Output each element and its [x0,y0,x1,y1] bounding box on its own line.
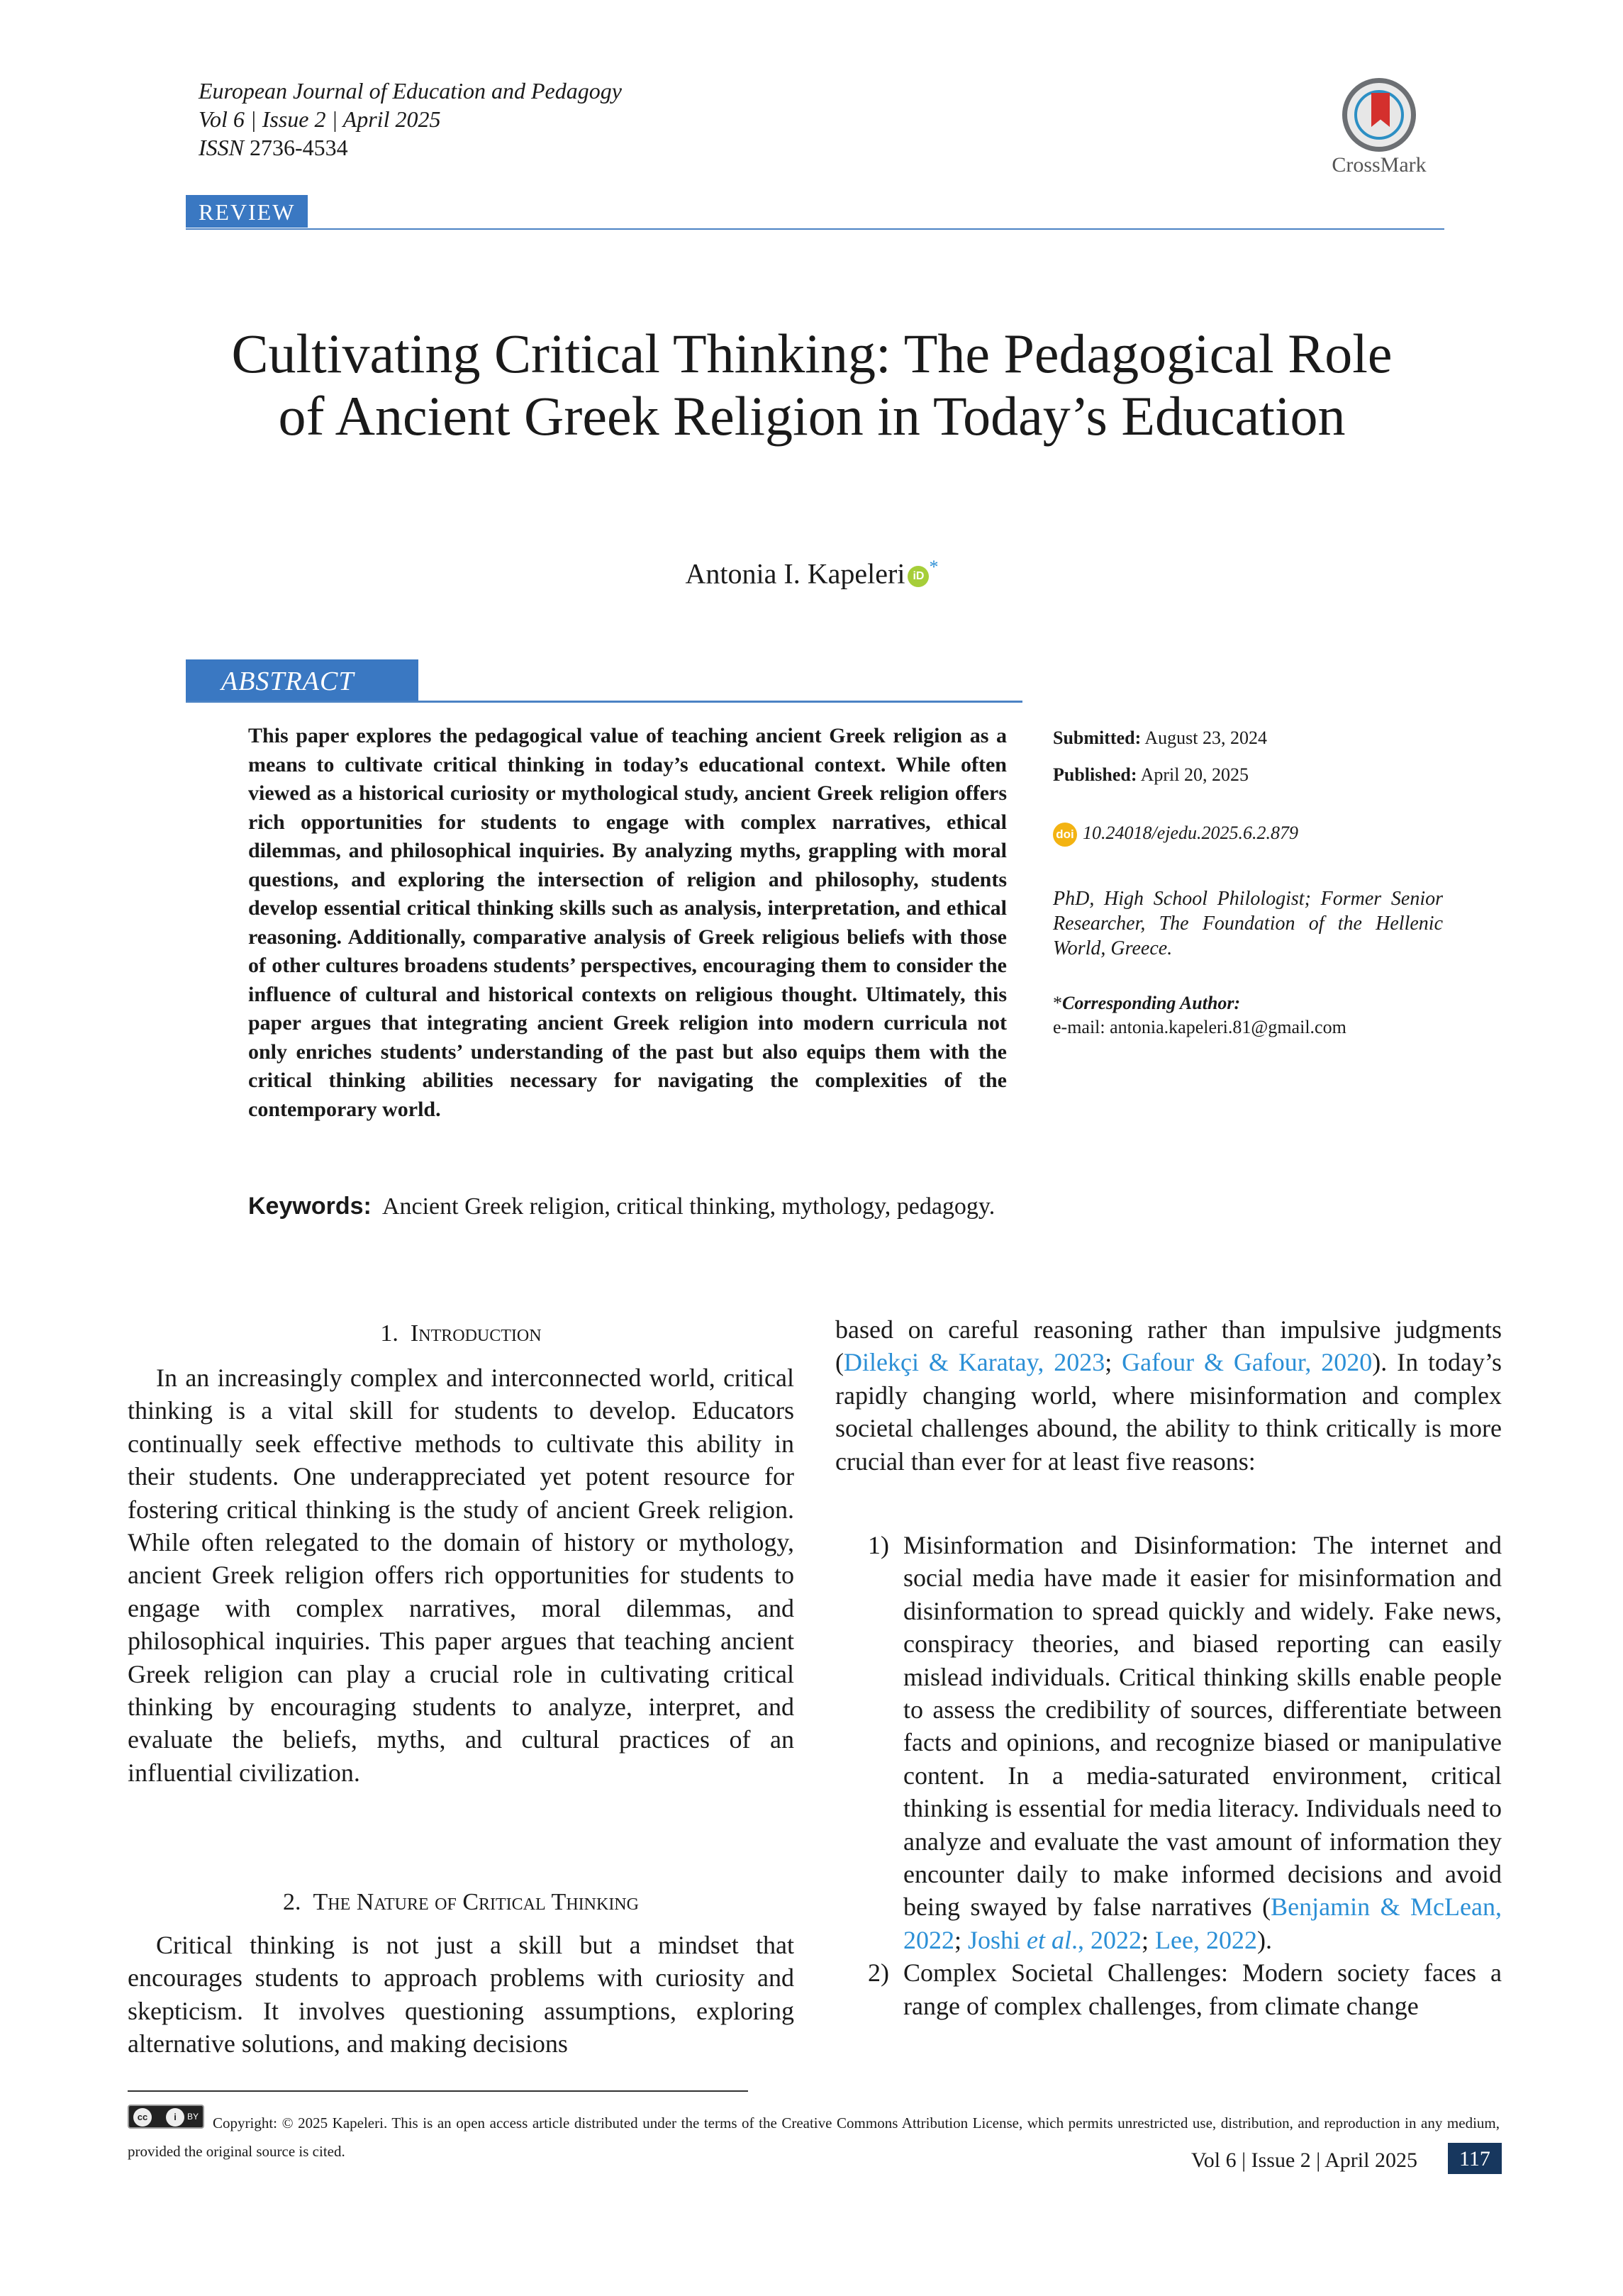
citation-separator: ; [1142,1925,1156,1954]
by-label: BY [187,2112,199,2122]
reasons-list [835,1529,1502,2022]
list-item-number: 2) [868,1958,889,1988]
orcid-icon[interactable]: iD [908,566,929,587]
submitted-label: Submitted: [1053,728,1142,748]
abstract-label: ABSTRACT [186,659,418,702]
issn-label: ISSN [199,135,244,160]
corresponding-marker: * [1053,993,1062,1013]
citation-link[interactable]: Lee, 2022 [1155,1925,1257,1954]
doi-line [1053,821,1443,847]
doi-icon: doi [1053,823,1077,847]
citation-separator: ; [1105,1348,1122,1377]
cc-icon: cc [133,2108,152,2127]
section-number: 1. [380,1320,398,1347]
section-title: Introduction [410,1320,542,1347]
author-marker: * [929,557,939,577]
citation-separator: ; [954,1925,969,1954]
list-item-number: 1) [868,1531,889,1559]
crossmark-icon [1342,78,1416,152]
journal-name: European Journal of Education and Pedagogy [199,78,622,104]
footnote-divider [128,2090,748,2092]
list-item-text: Misinformation and Disinformation: The internet and social media have made it easier for misinformation and disinformation to spread quickly and widely. Fake news, conspiracy theories, and biased reporting can easily mislead individuals. Critical thinking skills enable people to assess the credibility of sources, differentiate between facts and opinions, and recognize biased or manipulative content. In a media-saturated environment, critical thinking is essential for media literacy. Individuals need to analyze and evaluate the vast amount of information they encounter daily to make informed decisions and avoid being swayed by false narratives ( [903,1531,1502,1922]
journal-issn [199,133,622,162]
corresponding-author [1053,991,1443,1040]
keywords-text: Ancient Greek religion, critical thinking, mythology, pedagogy. [381,1193,995,1220]
section-number: 2. [283,1889,301,1915]
citation-part: et al [1027,1925,1072,1954]
author-line [213,557,1411,590]
list-item-text: Complex Societal Challenges: Modern society faces a range of complex challenges, from climate change [903,1958,1502,2020]
section-title: The Nature of Critical Thinking [313,1889,639,1915]
section-heading-introduction [128,1317,794,1350]
doi-link[interactable]: 10.24018/ejedu.2025.6.2.879 [1083,823,1299,843]
corresponding-label: Corresponding Author: [1062,993,1241,1013]
paragraph-text: ). In today’s rapidly changing world, where misinformation and complex societal challenges abound, the ability to think critically is more crucial than ever for at least five reasons: [835,1348,1502,1476]
citation-link[interactable] [968,1926,1142,1954]
citation-link[interactable]: Gafour & Gafour, 2020 [1122,1348,1373,1377]
citation-link[interactable]: Dilekçi & Karatay, 2023 [844,1348,1105,1377]
affiliation: PhD, High School Philologist; Former Senior Researcher, The Foundation of the Hellenic World, Greece. [1053,888,1443,959]
page-number: 117 [1448,2143,1502,2174]
copyright-notice: Copyright: © 2025 Kapeleri. This is an open access article distributed under the terms of the Creative Commons Attribution License, which permits unrestricted use, distribution, and reproduction in any medium, provided the original source is cited. [128,2114,1500,2160]
submitted-value: August 23, 2024 [1144,728,1267,748]
footer-volume: Vol 6 | Issue 2 | April 2025 [1191,2149,1417,2172]
list-item [835,1956,1502,2022]
paragraph-text: based on careful reasoning rather than impulsive judgments ( [835,1315,1502,1377]
article-title: Cultivating Critical Thinking: The Pedagogical Role of Ancient Greek Religion in Today’s Education [231,323,1393,447]
submitted-date [1053,726,1443,750]
citation-link[interactable]: Benjamin & McLean, 2022 [903,1893,1502,1954]
published-value: April 20, 2025 [1140,764,1249,785]
attribution-icon: i [166,2108,184,2127]
citation-part: ., 2022 [1071,1925,1142,1954]
author-name: Antonia I. Kapeleri [685,557,905,590]
crossmark-label: CrossMark [1332,153,1427,177]
citation-end: ). [1257,1925,1272,1954]
section-heading-critical-thinking [128,1886,794,1919]
article-type-badge: REVIEW [186,195,308,228]
intro-paragraph: In an increasingly complex and interconnected world, critical thinking is a vital skill for students to develop. Educators continually seek effective methods to cultivate this ability in their students. One underappreciated yet potent resource for fostering critical thinking is the study of ancient Greek religion. While often relegated to the domain of history or mythology, ancient Greek religion offers rich opportunities for students to engage with complex narratives, moral dilemmas, and philosophical inquiries. This paper argues that teaching ancient Greek religion can play a crucial role in cultivating critical thinking by encouraging students to analyze, interpret, and evaluate the beliefs, myths, and cultural practices of an influential civilization. [128,1364,794,1787]
email[interactable]: e-mail: antonia.kapeleri.81@gmail.com [1053,1017,1346,1037]
citation-part: Joshi [968,1925,1027,1954]
right-column-paragraph [835,1313,1502,1478]
published-date [1053,763,1443,787]
journal-volume: Vol 6 | Issue 2 | April 2025 [199,106,441,132]
list-item [835,1529,1502,1956]
header-divider [186,228,1444,230]
abstract-text: This paper explores the pedagogical value of teaching ancient Greek religion as a means to cultivate critical thinking in today’s educational context. While often viewed as a historical curiosity or mythological study, ancient Greek religion offers rich opportunities for students to engage with complex narratives, ethical dilemmas, and philosophical inquiries. By analyzing myths, grappling with moral questions, and exploring the intersection of religion and philosophy, students develop essential critical thinking skills such as analysis, interpretation, and ethical reasoning. Additionally, comparative analysis of Greek religious beliefs with those of other cultures broadens students’ perspectives, encouraging them to consider the influence of cultural and historical contexts on religious thought. Ultimately, this paper argues that integrating ancient Greek religion into modern curricula not only enriches students’ understanding of the past but also equips them with the critical thinking abilities necessary for navigating the complexities of the contemporary world. [248,724,1007,1121]
journal-info [199,77,622,162]
abstract-divider [186,701,1022,703]
crossmark-logo[interactable] [1326,78,1432,177]
published-label: Published: [1053,764,1137,785]
critical-thinking-paragraph: Critical thinking is not just a skill but a mindset that encourages students to approach problems with curiosity and skepticism. It involves questioning assumptions, exploring alternative solutions, and making decisions [128,1931,794,2058]
keywords [248,1191,1007,1222]
keywords-label: Keywords: [248,1193,372,1220]
issn-value: 2736-4534 [250,135,348,160]
